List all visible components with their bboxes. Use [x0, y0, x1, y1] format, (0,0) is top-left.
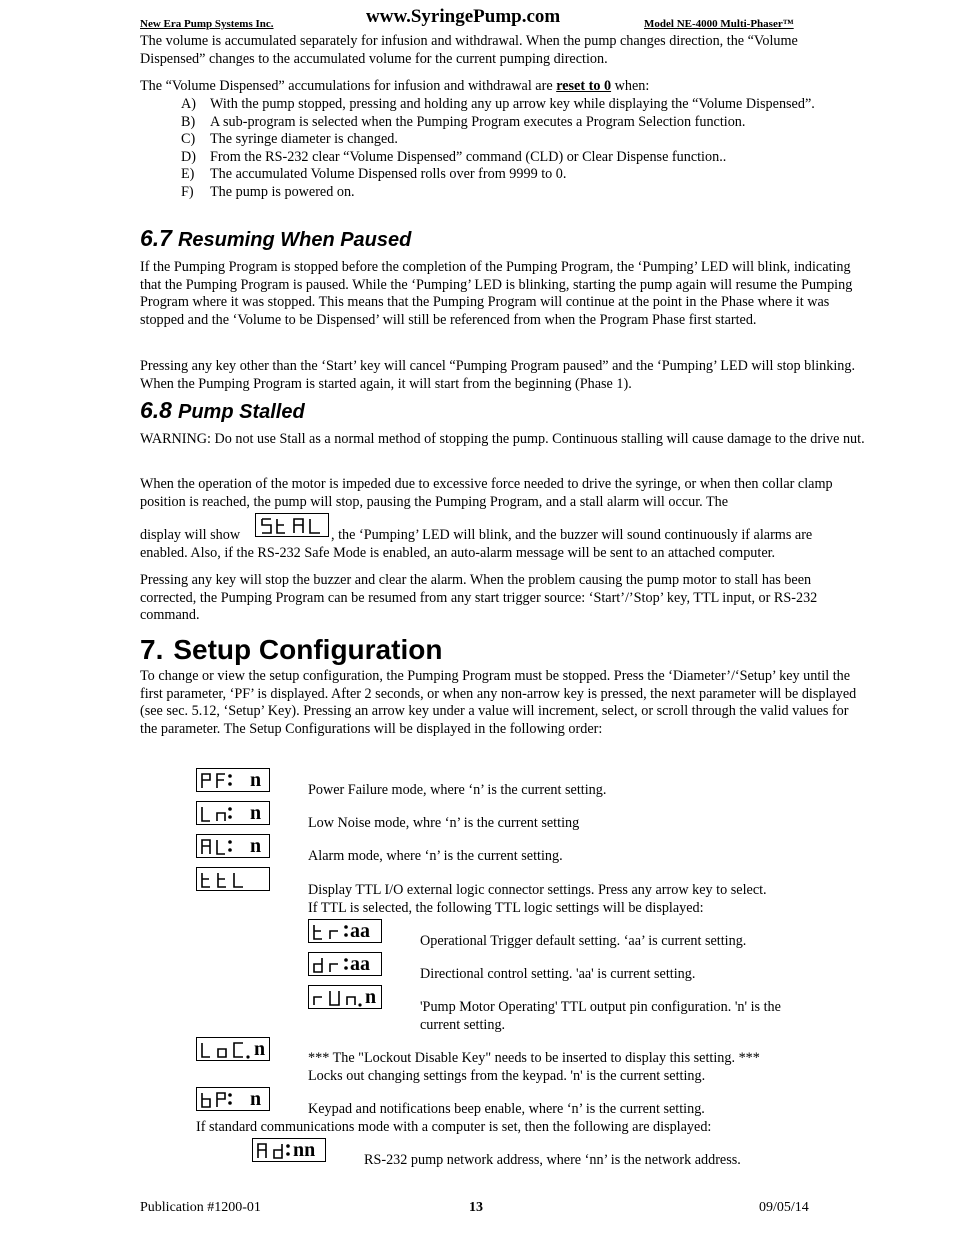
ln-description: Low Noise mode, whre ‘n’ is the current setting — [308, 815, 580, 831]
clear-alarm-paragraph: Pressing any key will stop the buzzer and clear the alarm. When the problem causing the pump motor to stall has been corrected, the Pumping Program can be resumed from any start trigger source: ‘Start’/’Stop’ key, TTL input, or RS-232 command. — [140, 572, 818, 624]
lcd-tr: aa — [308, 919, 382, 943]
list-item: F) The pump is powered on. — [181, 183, 355, 200]
reset-paragraph — [140, 78, 866, 96]
list-item: C) The syringe diameter is changed. — [181, 131, 398, 148]
footer-publication: Publication #1200-01 — [140, 1200, 261, 1215]
stall-display-after: , the ‘Pumping’ LED will blink, and the buzzer will sound continuously if alarms are — [331, 527, 813, 543]
pf-description: Power Failure mode, where ‘n’ is the current setting. — [308, 782, 607, 798]
section-6-7-heading: 6.7 Resuming When Paused — [140, 225, 412, 251]
list-item: D) From the RS-232 clear “Volume Dispensed” command (CLD) or Clear Dispense function.. — [181, 148, 727, 165]
lcd-run: n — [308, 985, 382, 1009]
lcd-ln: n — [196, 801, 270, 825]
warning-paragraph: WARNING: Do not use Stall as a normal method of stopping the pump. Continuous stalling will cause damage to the drive nut. — [140, 431, 865, 447]
header-company: New Era Pump Systems Inc. — [140, 18, 274, 30]
stall-display-line-2: enabled. Also, if the RS-232 Safe Mode is enabled, an auto-alarm message will be sent to an attached computer. — [140, 545, 776, 561]
section-7-heading: 7. Setup Configuration — [140, 634, 443, 665]
lcd-ttl — [196, 867, 270, 891]
stall-paragraph: When the operation of the motor is impeded due to excessive force needed to drive the syringe, or when then collar clamp position is reached, the pump will stop, pausing the Pumping Program, and a stall alarm will occur. The — [140, 476, 833, 510]
list-item: A) With the pump stopped, pressing and holding any up arrow key while displaying the “Volume Dispensed”. — [181, 96, 815, 112]
list-item: B) A sub-program is selected when the Pumping Program executes a Program Selection function. — [181, 113, 746, 130]
ttl-description-2: If TTL is selected, the following TTL logic settings will be displayed: — [308, 900, 704, 916]
reset-emphasis: reset to 0 — [556, 78, 612, 94]
run-description-2: current setting. — [420, 1017, 506, 1033]
lcd-bp: n — [196, 1087, 270, 1111]
bp-description: Keypad and notifications beep enable, where ‘n’ is the current setting. — [308, 1101, 705, 1117]
al-description: Alarm mode, where ‘n’ is the current setting. — [308, 848, 563, 864]
intro-paragraph: The volume is accumulated separately for infusion and withdrawal. When the pump changes direction, the “Volume Dispensed” changes to the accumulated volume for the current pumping direction. — [140, 33, 798, 67]
dr-description: Directional control setting. 'aa' is current setting. — [420, 966, 696, 982]
section-6-8-heading: 6.8 Pump Stalled — [140, 397, 305, 423]
lcd-al: n — [196, 834, 270, 858]
reset-text-after: when: — [611, 78, 650, 94]
reset-text-before: The “Volume Dispensed” accumulations for infusion and withdrawal are — [140, 78, 557, 94]
lcd-loc: n — [196, 1037, 270, 1061]
footer-date: 09/05/14 — [759, 1200, 809, 1215]
section-6-7-paragraph-2: Pressing any key other than the ‘Start’ key will cancel “Pumping Program paused” and the ‘Pumping’ LED will stop blinking. When the Pumping Program is started again, it will start from the beginning (Phase 1). — [140, 358, 856, 392]
stall-display-line: display will show — [140, 527, 241, 543]
lcd-dr: aa — [308, 952, 382, 976]
header-website[interactable]: www.SyringePump.com — [366, 6, 561, 27]
lcd-segments-stall — [256, 514, 329, 537]
standard-comms-note: If standard communications mode with a computer is set, then the following are displayed: — [196, 1119, 712, 1135]
run-description-1: 'Pump Motor Operating' TTL output pin configuration. 'n' is the — [420, 999, 781, 1015]
section-6-7-paragraph-1: If the Pumping Program is stopped before the completion of the Pumping Program, the ‘Pumping’ LED will blink, indicating that the Pumping Program is paused. While the ‘Pumping’ LED is blinking, starting the pump again will resume the Pumping Program where it was stopped. This means that the Pumping Program will continue at the point in the Phase where it was stopped and the ‘Volume to be Dispensed’ will still be referenced from when the Program Phase first started. — [140, 259, 853, 328]
reset-conditions-list — [181, 96, 861, 202]
lcd-stall-display — [255, 513, 329, 537]
lcd-pf: n — [196, 768, 270, 792]
ad-description: RS-232 pump network address, where ‘nn’ is the network address. — [364, 1152, 741, 1168]
footer-page-number: 13 — [469, 1200, 483, 1215]
setup-intro-paragraph: To change or view the setup configuration, the Pumping Program must be stopped. Press the ‘Diameter’/‘Setup’ key until the first parameter, ‘PF’ is displayed. After 2 seconds, or when any non-arrow key is pressed, the next parameter will be displayed (see sec. 5.12, ‘Setup’ Key). Pressing an arrow key under a value will increment, select, or scroll through the valid values for the parameter. The Setup Configurations will be displayed in the following order: — [140, 668, 857, 737]
list-item: E) The accumulated Volume Dispensed rolls over from 9999 to 0. — [181, 166, 567, 183]
lcd-ad: nn — [252, 1138, 326, 1162]
loc-description-1: *** The "Lockout Disable Key" needs to be inserted to display this setting. *** — [308, 1050, 760, 1066]
ttl-description-1: Display TTL I/O external logic connector settings. Press any arrow key to select. — [308, 882, 767, 898]
header-model: Model NE-4000 Multi-Phaser™ — [644, 18, 794, 30]
tr-description: Operational Trigger default setting. ‘aa’ is current setting. — [420, 933, 747, 949]
loc-description-2: Locks out changing settings from the keypad. 'n' is the current setting. — [308, 1068, 706, 1084]
